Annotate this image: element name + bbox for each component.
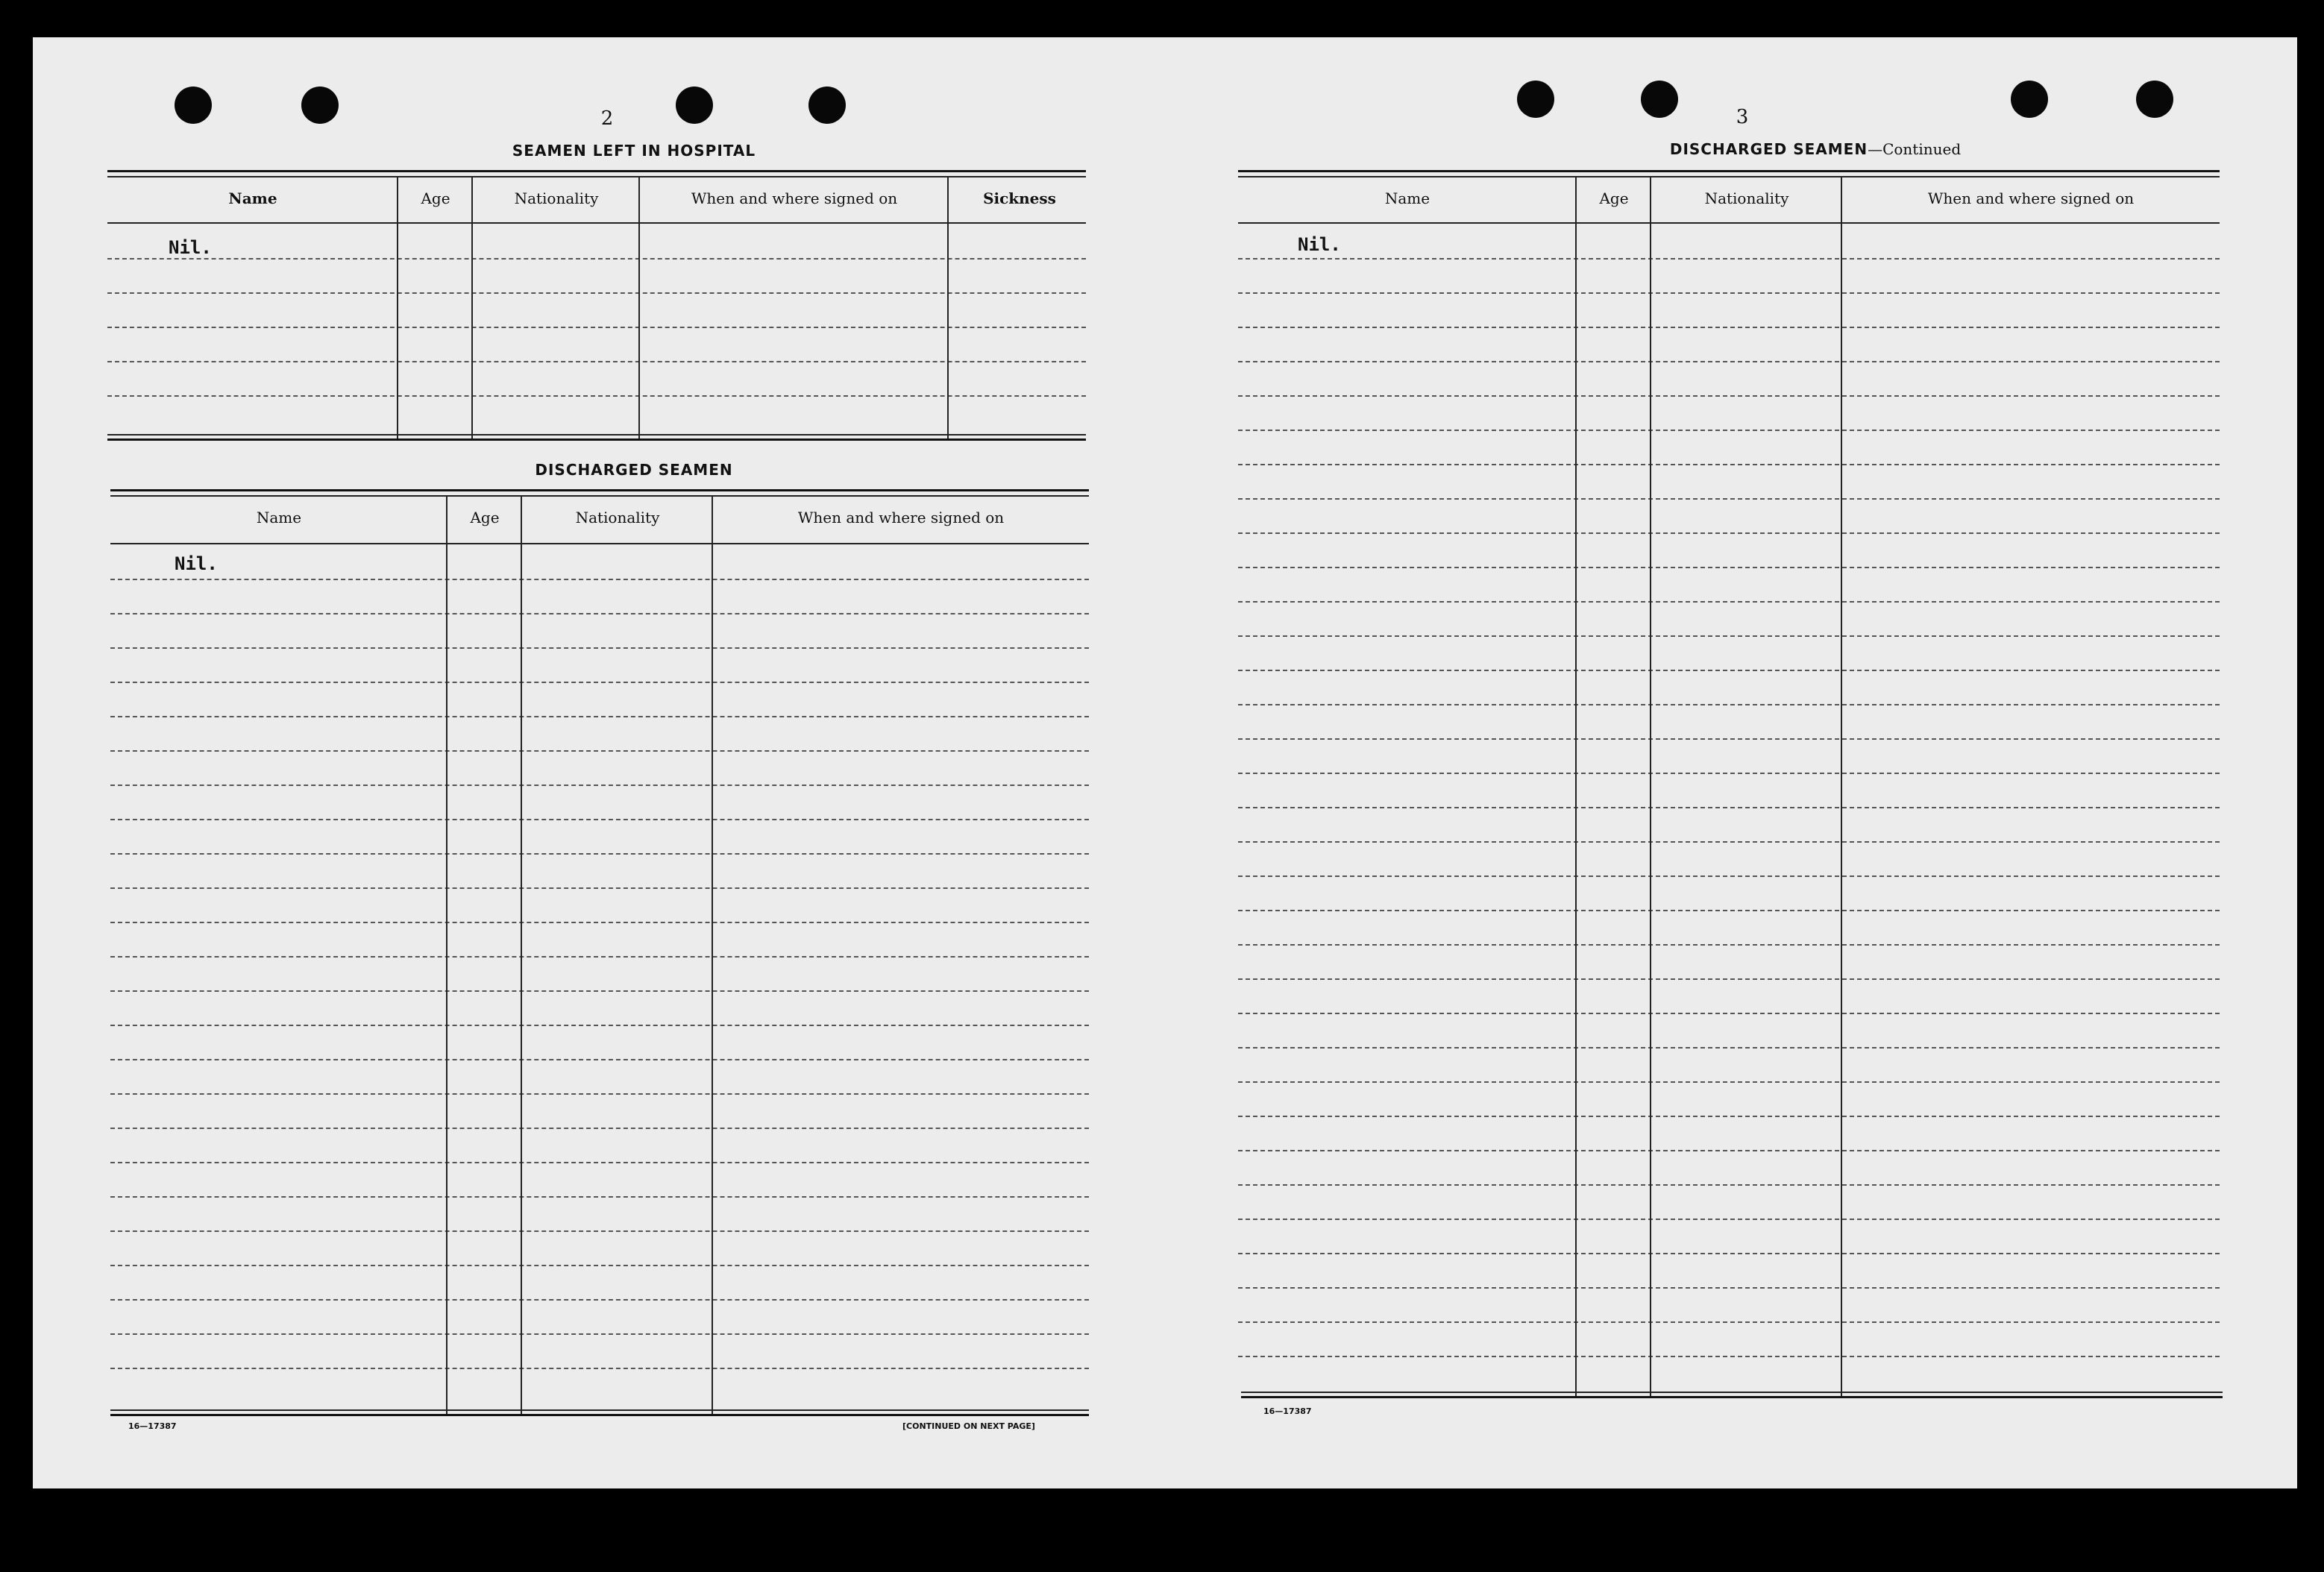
column-header-name: Name: [1384, 189, 1430, 207]
table-row: [1238, 670, 2220, 671]
table-top-rule: [110, 495, 1089, 497]
table-bottom-rule: [1241, 1396, 2223, 1398]
table-row: [1238, 875, 2220, 877]
column-header-age: Age: [470, 509, 500, 526]
column-header-signed-on: When and where signed on: [1927, 189, 2135, 207]
table-row: [110, 579, 1089, 580]
table-bottom-rule: [110, 1414, 1089, 1416]
punch-hole: [808, 87, 846, 124]
punch-hole: [2136, 81, 2173, 118]
table-row: [110, 1368, 1089, 1369]
column-header-signed-on: When and where signed on: [797, 509, 1005, 526]
table-row: [110, 1025, 1089, 1026]
table-row: [110, 750, 1089, 752]
table-row: [110, 1265, 1089, 1266]
section-title-discharged: DISCHARGED SEAMEN: [535, 461, 733, 479]
table-row: [107, 395, 1086, 397]
table-row: [1238, 1321, 2220, 1323]
table-row: [107, 327, 1086, 328]
punch-hole: [2011, 81, 2048, 118]
table-row: [1238, 1219, 2220, 1220]
column-header-nationality: Nationality: [1704, 189, 1789, 207]
table-row: [1238, 464, 2220, 465]
section-title-suffix: —Continued: [1868, 140, 1962, 158]
table-row: [1238, 1150, 2220, 1151]
punch-hole: [175, 87, 212, 124]
table-row: [1238, 498, 2220, 500]
table-row: [110, 1162, 1089, 1163]
table-row: [1238, 1184, 2220, 1186]
table-row: [1238, 361, 2220, 362]
table-row: [1238, 1287, 2220, 1289]
table-top-rule: [107, 176, 1086, 177]
table-row: [110, 785, 1089, 786]
table-row: [110, 990, 1089, 992]
table-row: [1238, 1116, 2220, 1117]
page-number-right: 3: [1736, 106, 1749, 128]
table-row: [1238, 944, 2220, 946]
table-top-rule: [110, 489, 1089, 491]
table-row: [110, 647, 1089, 649]
table-row: [1238, 258, 2220, 260]
header-rule: [110, 543, 1089, 544]
punch-hole: [301, 87, 339, 124]
section-title-text: DISCHARGED SEAMEN: [1669, 140, 1868, 158]
column-header-name: Name: [228, 189, 277, 207]
column-divider: [446, 495, 447, 1414]
table-row: [110, 853, 1089, 855]
table-row: [110, 956, 1089, 958]
table-bottom-rule: [110, 1409, 1089, 1411]
column-divider: [1575, 176, 1577, 1396]
table-row: [1238, 910, 2220, 911]
table-row: [110, 1093, 1089, 1095]
table-row: [107, 258, 1086, 260]
discharged-continued-entry-nil: Nil.: [1298, 234, 1341, 255]
table-top-rule: [1238, 170, 2220, 172]
table-row: [1238, 1253, 2220, 1254]
column-divider: [638, 176, 640, 438]
column-divider: [397, 176, 398, 438]
column-divider: [521, 495, 522, 1414]
table-row: [1238, 1356, 2220, 1357]
table-row: [1238, 395, 2220, 397]
table-row: [1238, 292, 2220, 294]
column-header-age: Age: [1599, 189, 1629, 207]
discharged-entry-nil: Nil.: [175, 553, 218, 574]
column-header-signed-on: When and where signed on: [691, 189, 898, 207]
table-row: [1238, 841, 2220, 843]
table-row: [1238, 567, 2220, 568]
column-header-nationality: Nationality: [575, 509, 660, 526]
table-row: [1238, 773, 2220, 774]
column-divider: [947, 176, 949, 438]
table-top-rule: [1238, 176, 2220, 177]
column-divider: [1650, 176, 1651, 1396]
column-header-sickness: Sickness: [983, 189, 1056, 207]
table-row: [1238, 327, 2220, 328]
header-rule: [107, 222, 1086, 224]
column-header-nationality: Nationality: [514, 189, 599, 207]
column-header-age: Age: [421, 189, 450, 207]
hospital-entry-nil: Nil.: [169, 237, 212, 258]
punch-hole: [1641, 81, 1678, 118]
table-row: [110, 1128, 1089, 1129]
table-row: [110, 682, 1089, 683]
continued-note: [CONTINUED ON NEXT PAGE]: [902, 1421, 1035, 1431]
document-sheet: [33, 37, 2297, 1488]
table-row: [1238, 704, 2220, 705]
table-row: [1238, 807, 2220, 808]
table-row: [1238, 738, 2220, 740]
table-row: [110, 716, 1089, 717]
table-row: [110, 887, 1089, 889]
form-number-right: 16—17387: [1263, 1406, 1312, 1416]
table-row: [110, 922, 1089, 923]
table-row: [1238, 1047, 2220, 1048]
form-number-left: 16—17387: [128, 1421, 177, 1431]
table-row: [107, 292, 1086, 294]
column-divider: [471, 176, 473, 438]
table-row: [110, 613, 1089, 614]
section-title-hospital: SEAMEN LEFT IN HOSPITAL: [512, 142, 756, 160]
table-row: [1238, 430, 2220, 431]
table-row: [107, 361, 1086, 362]
column-header-name: Name: [256, 509, 302, 526]
header-rule: [1238, 222, 2220, 224]
table-bottom-rule: [107, 438, 1086, 441]
table-row: [110, 1059, 1089, 1060]
page-number-left: 2: [600, 107, 614, 130]
table-bottom-rule: [107, 434, 1086, 436]
table-row: [1238, 532, 2220, 534]
table-bottom-rule: [1241, 1392, 2223, 1393]
column-divider: [712, 495, 713, 1414]
table-row: [1238, 978, 2220, 980]
table-top-rule: [107, 170, 1086, 172]
punch-hole: [676, 87, 713, 124]
table-row: [110, 1230, 1089, 1232]
punch-hole: [1517, 81, 1554, 118]
table-row: [110, 1299, 1089, 1301]
table-row: [1238, 1013, 2220, 1014]
section-title-discharged-continued: [1368, 140, 2263, 158]
table-row: [1238, 1081, 2220, 1083]
table-row: [110, 1196, 1089, 1198]
table-row: [110, 819, 1089, 820]
column-divider: [1841, 176, 1842, 1396]
table-row: [1238, 601, 2220, 603]
table-row: [1238, 635, 2220, 637]
table-row: [110, 1333, 1089, 1335]
